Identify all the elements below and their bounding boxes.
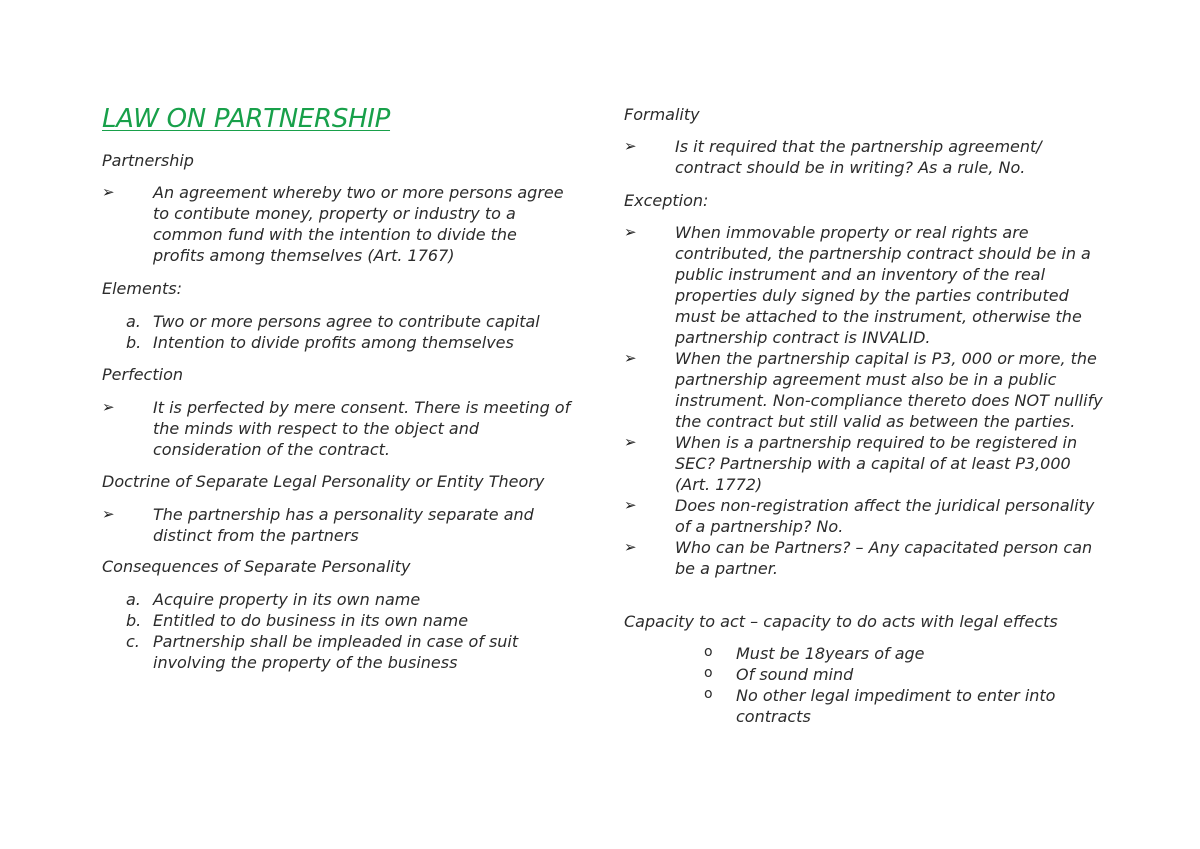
list-item: ➢ When is a partnership required to be registered in SEC? Partnership with a capital of at least P3,000 (Art. 1772) (624, 432, 1104, 495)
list-marker: b. (126, 611, 142, 630)
heading-capacity: Capacity to act – capacity to do acts with legal effects (624, 612, 1058, 631)
heading-partnership: Partnership (102, 151, 194, 170)
heading-perfection: Perfection (102, 365, 183, 384)
list-item: ➢ When immovable property or real rights are contributed, the partnership contract should be in a public instrument and an inventory of the real properties duly signed by the parties contributed must be attached to the instrument, otherwise the partnership contract is INVALID. (624, 222, 1104, 348)
list-item: ➢ Who can be Partners? – Any capacitated person can be a partner. (624, 537, 1104, 579)
perfection-list (102, 397, 572, 460)
list-text: Two or more persons agree to contribute capital (153, 312, 540, 331)
list-item (102, 610, 572, 631)
list-item (102, 589, 572, 610)
list-marker: b. (126, 333, 142, 352)
consequences-list (102, 589, 572, 673)
list-text: Acquire property in its own name (153, 590, 421, 609)
list-item: ➢ Is it required that the partnership agreement/ contract should be in writing? As a rule, No. (624, 136, 1084, 178)
exception-list (624, 222, 1104, 579)
capacity-list (704, 643, 1104, 727)
heading-elements: Elements: (102, 279, 182, 298)
list-marker: c. (126, 632, 140, 651)
list-marker: a. (126, 312, 141, 331)
list-marker: a. (126, 590, 141, 609)
list-item: ➢ An agreement whereby two or more persons agree to contibute money, property or industry to a common fund with the intention to divide the profits among themselves (Art. 1767) (102, 182, 572, 266)
document-title: LAW ON PARTNERSHIP (102, 104, 391, 134)
heading-doctrine: Doctrine of Separate Legal Personality or Entity Theory (102, 472, 545, 491)
partnership-list (102, 182, 572, 266)
doctrine-list (102, 504, 562, 546)
list-text: Entitled to do business in its own name (153, 611, 469, 630)
heading-consequences: Consequences of Separate Personality (102, 557, 411, 576)
elements-list (102, 311, 582, 353)
list-text: Partnership shall be impleaded in case of suit involving the property of the business (153, 632, 519, 672)
list-item: o Of sound mind (704, 664, 1104, 685)
list-item: ➢ Does non-registration affect the juridical personality of a partnership? No. (624, 495, 1104, 537)
list-item: ➢ It is perfected by mere consent. There is meeting of the minds with respect to the object and consideration of the contract. (102, 397, 572, 460)
list-item: o No other legal impediment to enter into contracts (704, 685, 1104, 727)
list-item (102, 311, 582, 332)
list-item: ➢ When the partnership capital is P3, 000 or more, the partnership agreement must also be in a public instrument. Non-compliance thereto does NOT nullify the contract but still valid as between the parties. (624, 348, 1104, 432)
list-text: Intention to divide profits among themselves (153, 333, 514, 352)
list-item (102, 332, 582, 353)
list-item: o Must be 18years of age (704, 643, 1104, 664)
heading-exception: Exception: (624, 191, 709, 210)
formality-list (624, 136, 1084, 178)
list-item: ➢ The partnership has a personality separate and distinct from the partners (102, 504, 562, 546)
list-item (102, 631, 572, 673)
heading-formality: Formality (624, 105, 700, 124)
